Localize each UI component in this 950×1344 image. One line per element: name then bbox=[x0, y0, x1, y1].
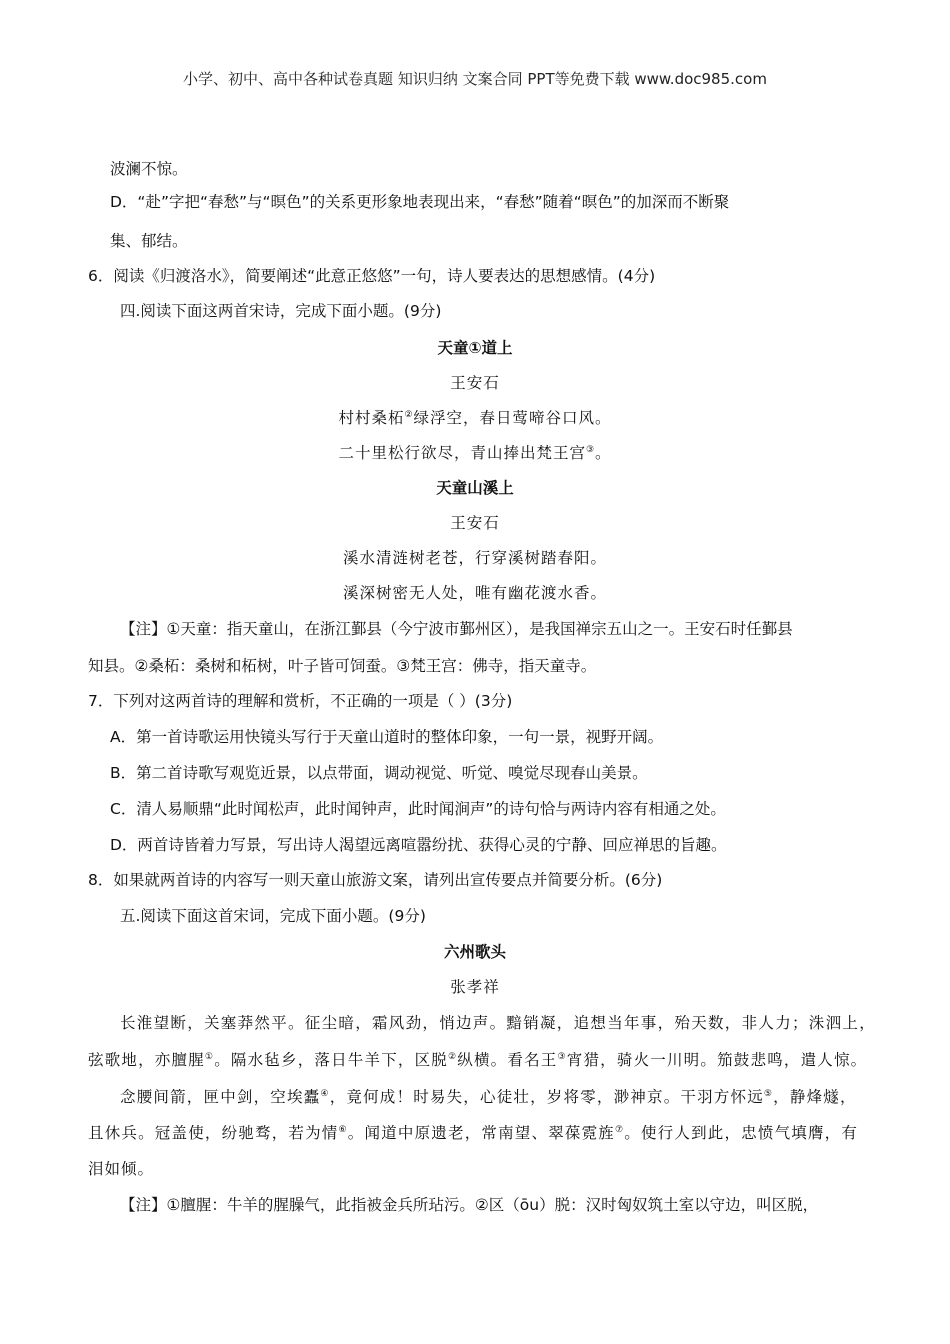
poem-2-title: 天童山溪上 bbox=[436, 479, 514, 497]
poem-2-author: 王安石 bbox=[450, 514, 500, 532]
option-d: D．“赴”字把“春愁”与“暝色”的关系更形象地表现出来，“春愁”随着“暝色”的加深而不断聚 bbox=[110, 193, 730, 211]
question-7-option-a: A．第一首诗歌运用快镜头写行于天童山道时的整体印象，一句一景，视野开阔。 bbox=[110, 728, 664, 746]
ci-line-2: 弦歌地，亦膻腥①。隔水毡乡，落日牛羊下，区脱②纵横。看名王③宵猎，骑火一川明。笳鼓悲鸣，遣人惊。 bbox=[88, 1051, 868, 1069]
ci-title: 六州歌头 bbox=[443, 943, 506, 961]
poem-2-line-2: 溪深树密无人处，唯有幽花渡水香。 bbox=[342, 584, 607, 602]
question-7-option-c: C．清人易顺鼎“此时闻松声，此时闻钟声，此时闻涧声”的诗句恰与两诗内容有相通之处。 bbox=[110, 800, 726, 818]
note-1: 【注】①天童：指天童山，在浙江鄞县（今宁波市鄞州区），是我国禅宗五山之一。王安石时任鄞县 bbox=[120, 620, 793, 638]
section-5-heading: 五.阅读下面这首宋词，完成下面小题。(9分) bbox=[120, 907, 426, 925]
poem-1-line-1: 村村桑柘②绿浮空，春日莺啼谷口风。 bbox=[338, 409, 612, 427]
poem-2-line-1: 溪水清涟树老苍，行穿溪树踏春阳。 bbox=[342, 549, 607, 567]
question-7: 7．下列对这两首诗的理解和赏析，不正确的一项是（ ）(3分) bbox=[88, 692, 513, 710]
question-6: 6．阅读《归渡洛水》，简要阐述“此意正悠悠”一句，诗人要表达的思想感情。(4分) bbox=[88, 267, 656, 285]
section-4-heading: 四.阅读下面这两首宋诗，完成下面小题。(9分) bbox=[120, 302, 442, 320]
ci-line-4: 且休兵。冠盖使，纷驰骛，若为情⑥。闻道中原遗老，常南望、翠葆霓旌⑦。使行人到此，忠愤气填膺，有 bbox=[88, 1124, 859, 1142]
option-c-continuation: 波澜不惊。 bbox=[110, 160, 188, 178]
question-8: 8．如果就两首诗的内容写一则天童山旅游文案，请列出宣传要点并简要分析。(6分) bbox=[88, 871, 663, 889]
ci-line-5: 泪如倾。 bbox=[88, 1160, 155, 1178]
ci-author: 张孝祥 bbox=[450, 978, 500, 996]
poem-1-title: 天童①道上 bbox=[437, 339, 513, 357]
ci-line-1: 长淮望断，关塞莽然平。征尘暗，霜风劲，悄边声。黯销凝，追想当年事，殆天数，非人力；洙泗上， bbox=[120, 1014, 877, 1032]
poem-1-author: 王安石 bbox=[450, 374, 500, 392]
ci-line-3: 念腰间箭，匣中剑，空埃蠹④，竟何成！时易失，心徒壮，岁将零，渺神京。干羽方怀远⑤，静烽燧， bbox=[120, 1088, 857, 1106]
question-7-option-d: D．两首诗皆着力写景，写出诗人渴望远离喧嚣纷扰、获得心灵的宁静、回应禅思的旨趣。 bbox=[110, 836, 727, 854]
note-1-continuation: 知县。②桑柘：桑树和柘树，叶子皆可饲蚕。③梵王宫：佛寺，指天童寺。 bbox=[88, 657, 597, 675]
page-header: 小学、初中、高中各种试卷真题 知识归纳 文案合同 PPT等免费下载 www.doc985.com bbox=[183, 70, 767, 88]
poem-1-line-2: 二十里松行欲尽，青山捧出梵王宫③。 bbox=[338, 444, 612, 462]
question-7-option-b: B．第二首诗歌写观览近景，以点带面，调动视觉、听觉、嗅觉尽现春山美景。 bbox=[110, 764, 648, 782]
option-d-continuation: 集、郁结。 bbox=[110, 232, 188, 250]
note-2: 【注】①膻腥：牛羊的腥臊气，此指被金兵所玷污。②区（ōu）脱：汉时匈奴筑土室以守边，叫区脱， bbox=[120, 1196, 819, 1214]
